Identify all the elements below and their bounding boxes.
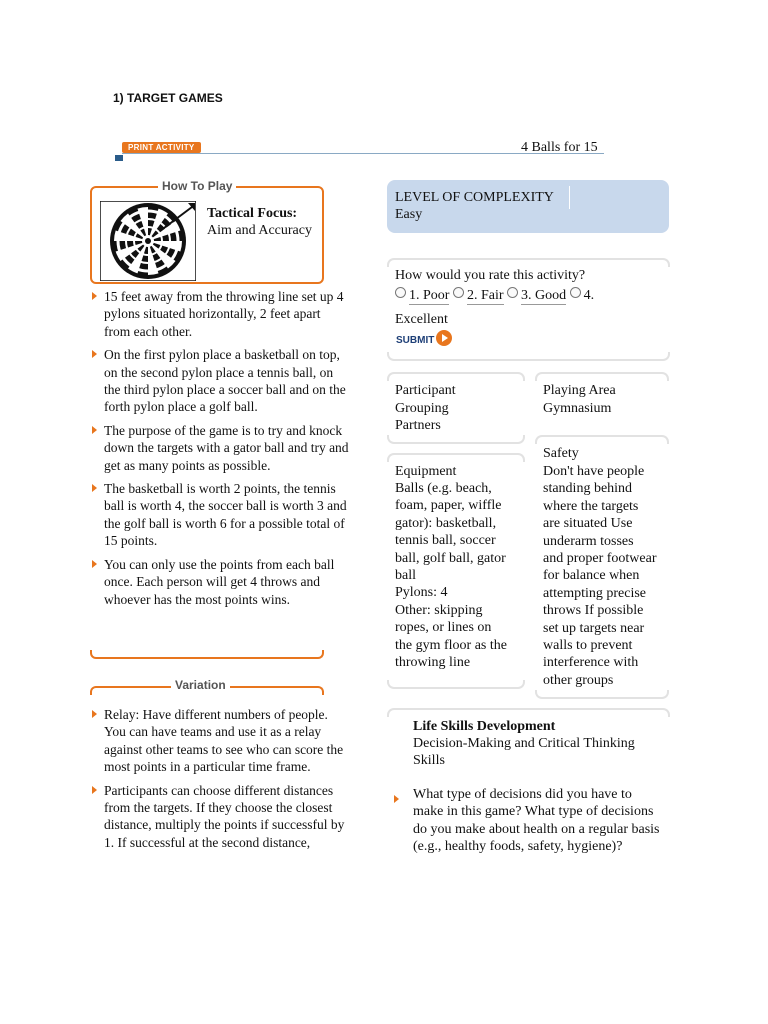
- print-activity-button[interactable]: PRINT ACTIVITY: [122, 142, 201, 153]
- equipment-line: foam, paper, wiffle: [395, 498, 502, 514]
- safety-line: are situated Use: [543, 516, 633, 532]
- grouping-label: Grouping: [395, 401, 449, 416]
- how-to-play-list: [90, 288, 350, 614]
- safety-bottom-border: [535, 690, 669, 699]
- safety-line: Don't have people: [543, 464, 645, 479]
- rating-top-border: [387, 258, 670, 267]
- how-to-play-label: How To Play: [158, 179, 236, 193]
- rating-bottom-border: [387, 352, 670, 361]
- equipment-text: [395, 480, 525, 671]
- equipment-line: ropes, or lines on: [395, 620, 492, 636]
- equipment-line: the gym floor as the: [395, 637, 507, 653]
- safety-label: Safety: [543, 446, 579, 461]
- activity-title: 4 Balls for 15: [521, 140, 598, 155]
- life-skills-title: Life Skills Development: [413, 719, 556, 734]
- bullet-arrow-icon: [394, 795, 399, 803]
- rating-radio-fair[interactable]: [453, 287, 464, 298]
- rating-radio-good[interactable]: [507, 287, 518, 298]
- list-item: The basketball is worth 2 points, the tennis ball is worth 4, the soccer ball is worth 3 and the golf ball is worth 6 for a possible total of 15 points.: [90, 480, 350, 550]
- rating-excellent-label: Excellent: [395, 312, 448, 327]
- complexity-divider: [569, 186, 570, 209]
- safety-line: interference with: [543, 655, 639, 671]
- safety-text: [543, 463, 673, 689]
- rating-option-label: 1. Poor: [409, 287, 449, 305]
- rating-option-label: 2. Fair: [467, 287, 504, 305]
- list-item: Participants can choose different distances from the targets. If they choose the closest distance, multiply the points if successful by 1. If successful at the second distance,: [90, 782, 350, 852]
- equipment-line: Balls (e.g. beach,: [395, 481, 492, 496]
- list-item: The purpose of the game is to try and knock down the targets with a gator ball and try and get as many points as possible.: [90, 422, 350, 474]
- participant-label: Participant: [395, 383, 456, 398]
- list-item: On the first pylon place a basketball on top, on the second pylon place a tennis ball, on the third pylon place a soccer ball and on the forth pylon place a golf ball.: [90, 346, 350, 416]
- life-skills-subtitle: Decision-Making and Critical Thinking Skills: [413, 736, 635, 769]
- divider-marker: [115, 155, 123, 161]
- equipment-line: gator): basketball,: [395, 515, 497, 531]
- variation-list: [90, 706, 350, 857]
- playing-area-top-border: [535, 372, 669, 381]
- list-item: 15 feet away from the throwing line set up 4 pylons situated horizontally, 2 feet apart from each other.: [90, 288, 350, 340]
- safety-top-border: [535, 435, 669, 444]
- how-to-play-bottom-border: [90, 650, 324, 659]
- dartboard-image: [100, 201, 196, 281]
- safety-line: and proper footwear: [543, 551, 657, 567]
- equipment-label: Equipment: [395, 464, 457, 479]
- list-item: Relay: Have different numbers of people. You can have teams and use it as a relay against other teams to see who can score the most points in a particular time frame.: [90, 706, 350, 776]
- complexity-panel: [387, 180, 669, 233]
- participant-bottom-border: [387, 435, 525, 444]
- rating-option-label: 3. Good: [521, 287, 566, 305]
- equipment-line: ball: [395, 568, 416, 584]
- submit-label: SUBMIT: [396, 335, 435, 346]
- equipment-bottom-border: [387, 680, 525, 689]
- rating-radio-poor[interactable]: [395, 287, 406, 298]
- complexity-value: Easy: [395, 207, 423, 222]
- equipment-line: Other: skipping: [395, 602, 483, 618]
- safety-line: standing behind: [543, 481, 633, 497]
- tactical-focus-value: Aim and Accuracy: [207, 223, 312, 238]
- equipment-line: Pylons: 4: [395, 585, 448, 601]
- list-item: You can only use the points from each ball once. Each person will get 4 throws and whoever has the most points wins.: [90, 556, 350, 608]
- submit-button[interactable]: [396, 330, 456, 346]
- safety-line: where the targets: [543, 498, 639, 514]
- rating-radio-excellent[interactable]: [570, 287, 581, 298]
- life-skills-question: What type of decisions did you have to make in this game? What type of decisions do you make about health on a regular basis (e.g., healthy foods, safety, hygiene)?: [413, 787, 660, 855]
- variation-label: Variation: [171, 678, 230, 692]
- safety-line: other groups: [543, 672, 614, 688]
- safety-line: attempting precise: [543, 585, 647, 601]
- rating-options: [395, 287, 594, 305]
- arrow-right-icon: [436, 330, 452, 346]
- section-heading: 1) TARGET GAMES: [113, 91, 223, 105]
- participant-top-border: [387, 372, 525, 381]
- equipment-line: tennis ball, soccer: [395, 533, 496, 549]
- equipment-top-border: [387, 453, 525, 462]
- safety-line: underarm tosses: [543, 533, 634, 549]
- life-skills-top-border: [387, 708, 670, 717]
- equipment-line: throwing line: [395, 655, 471, 671]
- safety-line: for balance when: [543, 568, 640, 584]
- tactical-focus-label: Tactical Focus:: [207, 206, 298, 221]
- playing-area-label: Playing Area: [543, 383, 616, 398]
- safety-line: set up targets near: [543, 620, 645, 636]
- complexity-label: LEVEL OF COMPLEXITY: [395, 190, 554, 205]
- safety-line: throws If possible: [543, 603, 644, 619]
- playing-area-value: Gymnasium: [543, 401, 612, 416]
- rating-question: How would you rate this activity?: [395, 268, 586, 283]
- rating-option-label: 4.: [583, 288, 595, 303]
- grouping-value: Partners: [395, 418, 441, 433]
- safety-line: walls to prevent: [543, 638, 633, 654]
- equipment-line: ball, golf ball, gator: [395, 550, 506, 566]
